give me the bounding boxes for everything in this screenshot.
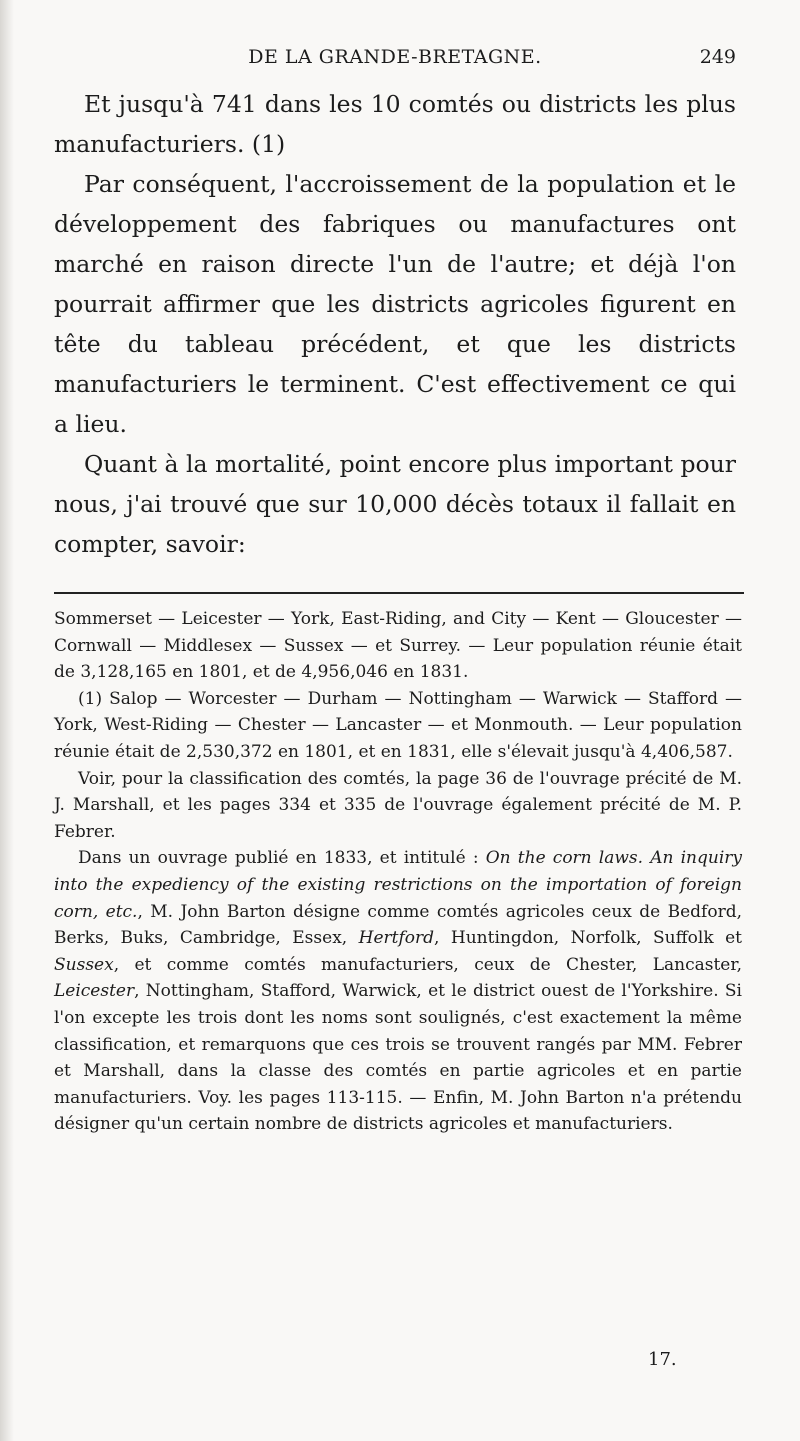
footnote-separator <box>54 592 744 594</box>
footnote: Voir, pour la classification des comtés, la page 36 de l'ouvrage précité de M. J. Marshall, et les pages 334 et 335 de l'ouvrage également précité de M. P. Febrer. <box>54 768 742 842</box>
county-name: Sussex <box>54 954 114 975</box>
page-number: 249 <box>699 46 736 68</box>
page-header <box>54 44 736 76</box>
footnote-text: , Huntingdon, Norfolk, Suffolk et <box>434 928 742 949</box>
county-name: Hertford <box>358 928 435 949</box>
signature-mark: 17. <box>648 1349 677 1370</box>
body-paragraph: Quant à la mortalité, point encore plus important pour nous, j'ai trouvé que sur 10,000 décès totaux il fallait en compter, savoir: <box>54 450 736 558</box>
work-title: On the corn laws. An inquiry into the expediency of the existing restrictions on the importation of foreign corn, etc. <box>54 848 742 922</box>
county-name: Leicester <box>54 981 135 1002</box>
footnotes <box>54 606 742 1138</box>
footnote <box>54 845 742 1138</box>
footnote: Sommerset — Leicester — York, East-Riding, and City — Kent — Gloucester — Cornwall — Middlesex — Sussex — et Surrey. — Leur population réunie était de 3,128,165 en 1801, et de 4,956,046 en 1831. <box>54 609 742 683</box>
body-paragraph: Par conséquent, l'accroissement de la population et le développement des fabriques ou manufactures ont marché en raison directe l'un de l'autre; et déjà l'on pourrait affirmer que les districts agricoles figurent en tête du tableau précédent, et que les districts manufacturiers le terminent. C'est effectivement ce qui a lieu. <box>54 170 736 438</box>
footnote-text: , et comme comtés manufacturiers, ceux de Chester, Lancaster, <box>113 954 742 975</box>
footnote-text: Dans un ouvrage publié en 1833, et intitulé : <box>78 848 486 869</box>
main-text <box>54 84 736 564</box>
footnote-text: , Nottingham, Stafford, Warwick, et le district ouest de l'Yorkshire. Si l'on excepte les trois dont les noms sont soulignés, c'est exactement la même classification, et remarquons que ces trois se trouvent rangés par MM. Febrer et Marshall, dans la classe des comtés en partie agricoles et en partie manufacturiers. Voy. les pages 113-115. — Enfin, M. John Barton n'a prétendu désigner qu'un certain nombre de districts agricoles et manufacturiers. <box>54 981 742 1135</box>
body-paragraph: Et jusqu'à 741 dans les 10 comtés ou districts les plus manufacturiers. (1) <box>54 90 736 158</box>
page-gutter-shadow <box>0 0 14 1441</box>
running-title: DE LA GRANDE-BRETAGNE. <box>248 46 542 68</box>
footnote-text: , M. John Barton désigne comme comtés agricoles ceux de Bedford, Berks, Buks, Cambridge, Essex, <box>54 901 742 949</box>
footnote: (1) Salop — Worcester — Durham — Nottingham — Warwick — Stafford — York, West-Riding — Chester — Lancaster — et Monmouth. — Leur population réunie était de 2,530,372 en 1801, et en 1831, elle s'élevait jusqu'à 4,406,587. <box>54 688 742 762</box>
